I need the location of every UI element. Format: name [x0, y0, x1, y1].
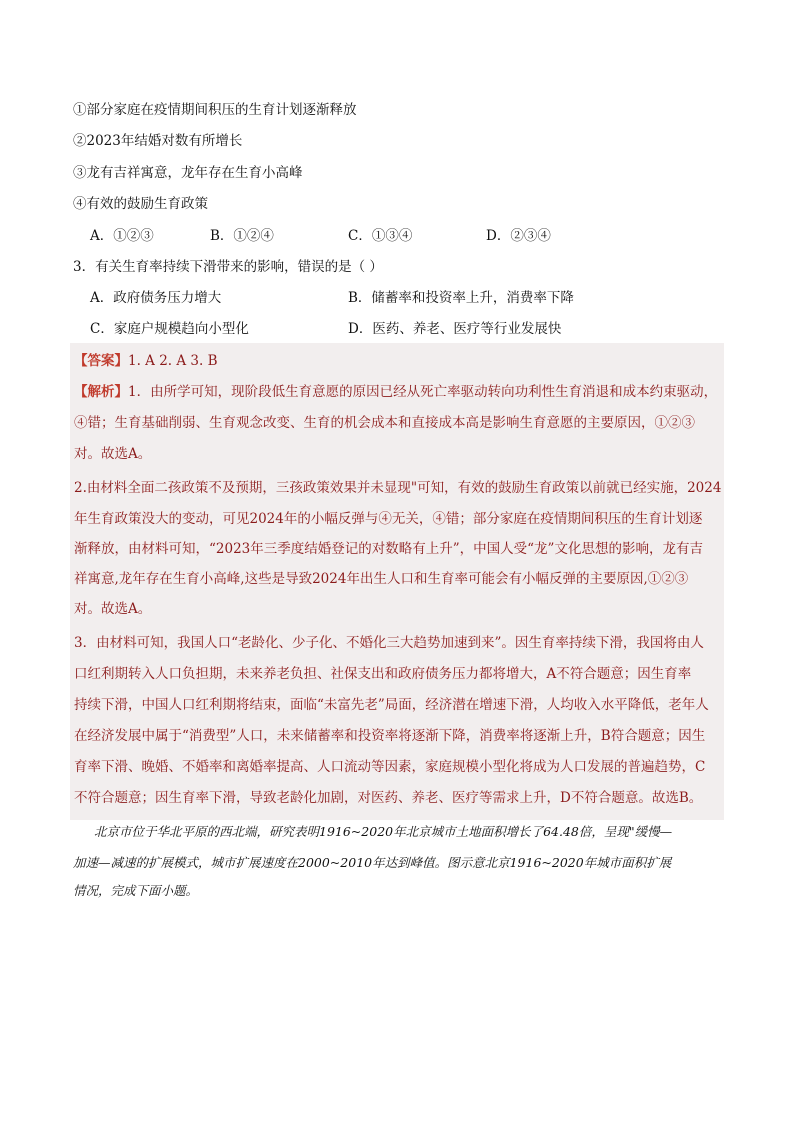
analysis-line-14: 不符合题意；因生育率下滑，导致老龄化加剧，对医药、养老、医疗等需求上升，D不符合题意。故选B。 — [74, 790, 703, 806]
analysis-line-7: 祥寓意,龙年存在生育小高峰,这些是导致2024年出生人口和生育率可能会有小幅反弹的主要原因,①②③ — [74, 571, 689, 587]
material-line-2: 加速—减速的扩展模式，城市扩展速度在2000~2010年达到峰值。图示意北京1916~2020年城市面积扩展 — [73, 855, 672, 870]
analysis-line-4: 2.由材料全面二孩政策不及预期，三孩政策效果并未显现"可知，有效的鼓励生育政策以前就已经实施，2024 — [74, 480, 722, 496]
analysis-line-8: 对。故选A。 — [74, 601, 152, 617]
material-line-3: 情况，完成下面小题。 — [73, 883, 199, 898]
q2-option-c: C．①③④ — [348, 228, 413, 244]
answer-text: 1. A 2. A 3. B — [128, 353, 218, 369]
item-3: ③龙有吉祥寓意，龙年存在生育小高峰 — [73, 165, 303, 181]
answer-line — [74, 350, 218, 372]
analysis-line-10: 口红利期转入人口负担期，未来养老负担、社保支出和政府债务压力都将增大，A不符合题意；因生育率 — [74, 666, 692, 682]
analysis-line-2: ④错；生育基础削弱、生育观念改变、生育的机会成本和直接成本高是影响生育意愿的主要原因，①②③ — [74, 415, 695, 431]
analysis-tag: 【解析】 — [74, 384, 128, 400]
answer-tag: 【答案】 — [74, 353, 128, 369]
analysis-line-6: 渐释放，由材料可知，“2023年三季度结婚登记的对数略有上升”，中国人受“龙”文化思想的影响，龙有吉 — [74, 541, 703, 557]
q3-option-b: B．储蓄率和投资率上升，消费率下降 — [348, 290, 574, 306]
analysis-line-1: 【解析】1．由所学可知，现阶段低生育意愿的原因已经从死亡率驱动转向功利性生育消退和成本约束驱动， — [74, 384, 718, 400]
q3-stem: 3．有关生育率持续下滑带来的影响，错误的是（ ） — [73, 259, 383, 275]
item-2: ②2023年结婚对数有所增长 — [73, 133, 243, 149]
item-1: ①部分家庭在疫情期间积压的生育计划逐渐释放 — [73, 102, 357, 118]
analysis-line-3: 对。故选A。 — [74, 446, 152, 462]
analysis-line-11: 持续下滑，中国人口红利期将结束，面临“未富先老”局面，经济潜在增速下滑，人均收入水平降低，老年人 — [74, 697, 709, 713]
q3-option-c: C．家庭户规模趋向小型化 — [90, 321, 249, 337]
item-4: ④有效的鼓励生育政策 — [73, 196, 208, 212]
analysis-line-5: 年生育政策没大的变动，可见2024年的小幅反弹与④无关，④错；部分家庭在疫情期间积压的生育计划逐 — [74, 511, 703, 527]
analysis-line-12: 在经济发展中属于“消费型”人口，未来储蓄率和投资率将逐渐下降，消费率将逐渐上升，B符合题意；因生 — [74, 728, 706, 744]
q2-option-b: B．①②④ — [210, 228, 274, 244]
material-line-1: 北京市位于华北平原的西北端，研究表明1916~2020年北京城市土地面积增长了64.48倍，呈现"缓慢— — [94, 824, 673, 839]
analysis-line-13: 育率下滑、晚婚、不婚率和离婚率提高、人口流动等因素，家庭规模小型化将成为人口发展的普遍趋势，C — [74, 759, 706, 775]
q2-option-a: A．①②③ — [90, 228, 154, 244]
q2-option-d: D．②③④ — [486, 228, 551, 244]
analysis-line-9: 3．由材料可知，我国人口“老龄化、少子化、不婚化三大趋势加速到来”。因生育率持续下滑，我国将由人 — [74, 635, 704, 651]
q3-option-a: A．政府债务压力增大 — [90, 290, 222, 306]
q3-option-d: D．医药、养老、医疗等行业发展快 — [348, 321, 562, 337]
